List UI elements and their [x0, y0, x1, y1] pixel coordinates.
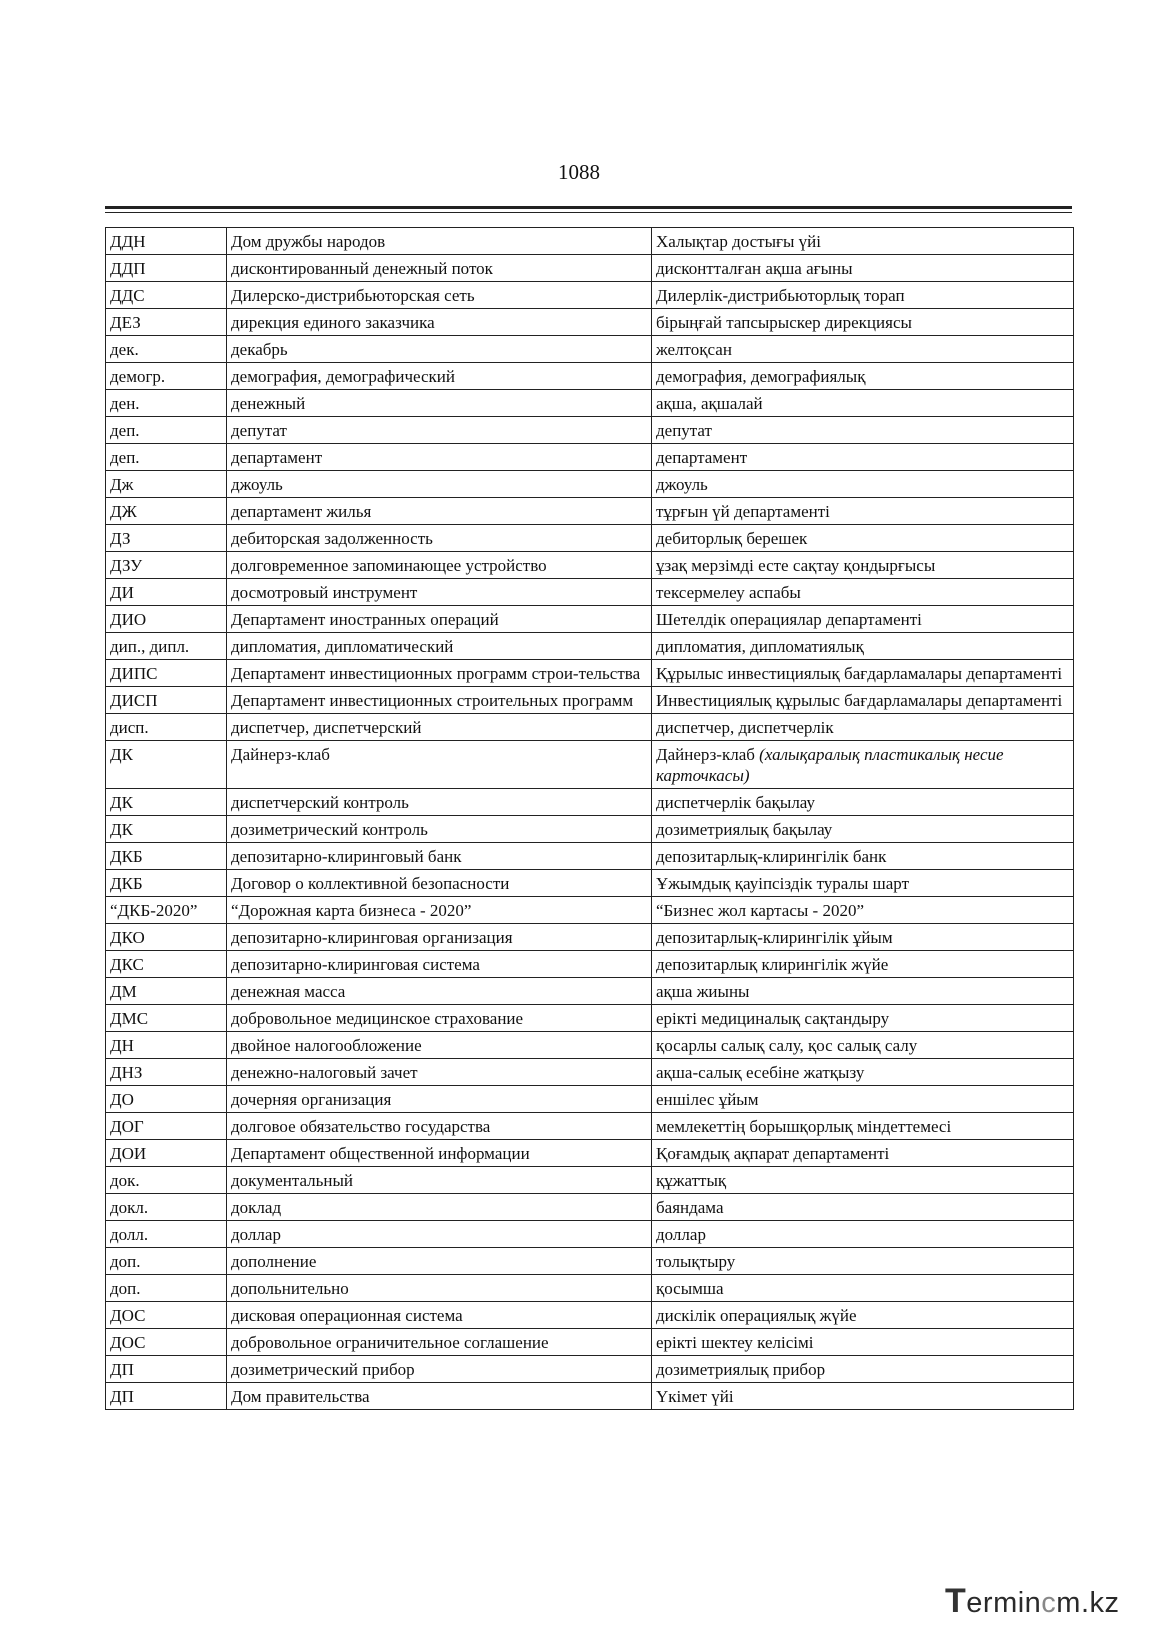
kazakh-term-cell: дисконтталған ақша ағыны — [652, 255, 1074, 282]
glossary-table — [105, 227, 1074, 1410]
abbreviation-cell: ДО — [106, 1086, 227, 1113]
kazakh-term-cell: мемлекеттің борышқорлық міндеттемесі — [652, 1113, 1074, 1140]
abbreviation-cell: ДОГ — [106, 1113, 227, 1140]
russian-term-cell: добровольное медицинское страхование — [227, 1005, 652, 1032]
abbreviation-cell: ДОС — [106, 1329, 227, 1356]
russian-term-cell: дозиметрический контроль — [227, 816, 652, 843]
kazakh-term-cell: дебиторлық берешек — [652, 525, 1074, 552]
table-row — [106, 660, 1074, 687]
abbreviation-cell: докл. — [106, 1194, 227, 1221]
kazakh-term-cell: дипломатия, дипломатиялық — [652, 633, 1074, 660]
kazakh-term-cell: Халықтар достығы үйі — [652, 228, 1074, 255]
table-row — [106, 552, 1074, 579]
kazakh-term-cell: ақша, ақшалай — [652, 390, 1074, 417]
russian-term-cell: декабрь — [227, 336, 652, 363]
russian-term-cell: дирекция единого заказчика — [227, 309, 652, 336]
russian-term-cell: Дом дружбы народов — [227, 228, 652, 255]
table-row — [106, 1329, 1074, 1356]
kazakh-term-cell: Құрылыс инвестициялық бағдарламалары департаменті — [652, 660, 1074, 687]
russian-term-cell: диспетчерский контроль — [227, 789, 652, 816]
table-row — [106, 1005, 1074, 1032]
russian-term-cell: Департамент инвестиционных строительных программ — [227, 687, 652, 714]
russian-term-cell: Дайнерз-клаб — [227, 741, 652, 789]
kazakh-term-cell: тексермелеу аспабы — [652, 579, 1074, 606]
abbreviation-cell: ДМС — [106, 1005, 227, 1032]
abbreviation-cell: ДОС — [106, 1302, 227, 1329]
abbreviation-cell: ДП — [106, 1383, 227, 1410]
russian-term-cell: дочерняя организация — [227, 1086, 652, 1113]
kazakh-term-cell: желтоқсан — [652, 336, 1074, 363]
kazakh-term-cell: ерікті медициналық сақтандыру — [652, 1005, 1074, 1032]
abbreviation-cell: ден. — [106, 390, 227, 417]
russian-term-cell: допольнительно — [227, 1275, 652, 1302]
russian-term-cell: джоуль — [227, 471, 652, 498]
kazakh-term-cell: Дайнерз-клаб (халықаралық пластикалық несие карточкасы) — [652, 741, 1074, 789]
kazakh-term-cell: департамент — [652, 444, 1074, 471]
abbreviation-cell: деп. — [106, 444, 227, 471]
table-row — [106, 498, 1074, 525]
russian-term-cell: дипломатия, дипломатический — [227, 633, 652, 660]
russian-term-cell: доклад — [227, 1194, 652, 1221]
russian-term-cell: дополнение — [227, 1248, 652, 1275]
table-row — [106, 309, 1074, 336]
kazakh-term-cell: диспетчерлік бақылау — [652, 789, 1074, 816]
table-row — [106, 1032, 1074, 1059]
russian-term-cell: депутат — [227, 417, 652, 444]
table-row — [106, 1140, 1074, 1167]
kazakh-term-cell: Шетелдік операциялар департаменті — [652, 606, 1074, 633]
abbreviation-cell: деп. — [106, 417, 227, 444]
russian-term-cell: денежная масса — [227, 978, 652, 1005]
abbreviation-cell: “ДКБ-2020” — [106, 897, 227, 924]
russian-term-cell: дисконтированный денежный поток — [227, 255, 652, 282]
kazakh-term-cell: ақша-салық есебіне жатқызу — [652, 1059, 1074, 1086]
russian-term-cell: дебиторская задолженность — [227, 525, 652, 552]
abbreviation-cell: ДП — [106, 1356, 227, 1383]
abbreviation-cell: ДОИ — [106, 1140, 227, 1167]
glossary-body — [106, 228, 1074, 1410]
table-row — [106, 1167, 1074, 1194]
table-row — [106, 714, 1074, 741]
table-row — [106, 1059, 1074, 1086]
table-row — [106, 1383, 1074, 1410]
kazakh-term-cell: тұрғын үй департаменті — [652, 498, 1074, 525]
header-rule-thin — [105, 212, 1072, 213]
table-row — [106, 1221, 1074, 1248]
russian-term-cell: Департамент общественной информации — [227, 1140, 652, 1167]
table-row — [106, 1086, 1074, 1113]
kazakh-term-cell: джоуль — [652, 471, 1074, 498]
abbreviation-cell: доп. — [106, 1275, 227, 1302]
table-row — [106, 525, 1074, 552]
kazakh-term-cell: ұзақ мерзімді есте сақтау қондырғысы — [652, 552, 1074, 579]
table-row — [106, 363, 1074, 390]
table-row — [106, 1113, 1074, 1140]
abbreviation-cell: ДЗ — [106, 525, 227, 552]
abbreviation-cell: ДНЗ — [106, 1059, 227, 1086]
russian-term-cell: досмотровый инструмент — [227, 579, 652, 606]
russian-term-cell: дисковая операционная система — [227, 1302, 652, 1329]
russian-term-cell: Договор о коллективной безопасности — [227, 870, 652, 897]
table-row — [106, 816, 1074, 843]
table-row — [106, 336, 1074, 363]
table-row — [106, 870, 1074, 897]
kazakh-term-cell: бірыңғай тапсырыскер дирекциясы — [652, 309, 1074, 336]
table-row — [106, 579, 1074, 606]
russian-term-cell: диспетчер, диспетчерский — [227, 714, 652, 741]
table-row — [106, 471, 1074, 498]
russian-term-cell: долговременное запоминающее устройство — [227, 552, 652, 579]
russian-term-cell: депозитарно-клиринговый банк — [227, 843, 652, 870]
abbreviation-cell: ДДП — [106, 255, 227, 282]
table-row — [106, 1275, 1074, 1302]
table-row — [106, 951, 1074, 978]
kazakh-term-cell: қосарлы салық салу, қос салық салу — [652, 1032, 1074, 1059]
russian-term-cell: доллар — [227, 1221, 652, 1248]
kazakh-term-cell: дозиметриялық бақылау — [652, 816, 1074, 843]
kazakh-term-cell: депозитарлық-клирингілік банк — [652, 843, 1074, 870]
term-note: (халықаралық пластикалық несие карточкасы) — [656, 745, 1004, 785]
russian-term-cell: департамент — [227, 444, 652, 471]
kazakh-term-cell: еншілес ұйым — [652, 1086, 1074, 1113]
kazakh-term-cell: демография, демографиялық — [652, 363, 1074, 390]
russian-term-cell: Дом правительства — [227, 1383, 652, 1410]
table-row — [106, 255, 1074, 282]
abbreviation-cell: ДДС — [106, 282, 227, 309]
abbreviation-cell: Дж — [106, 471, 227, 498]
russian-term-cell: депозитарно-клиринговая система — [227, 951, 652, 978]
russian-term-cell: Департамент инвестиционных программ строи-тельства — [227, 660, 652, 687]
abbreviation-cell: ДН — [106, 1032, 227, 1059]
kazakh-term-cell: құжаттық — [652, 1167, 1074, 1194]
russian-term-cell: Департамент иностранных операций — [227, 606, 652, 633]
kazakh-term-cell: Үкімет үйі — [652, 1383, 1074, 1410]
russian-term-cell: денежный — [227, 390, 652, 417]
table-row — [106, 843, 1074, 870]
russian-term-cell: “Дорожная карта бизнеса - 2020” — [227, 897, 652, 924]
abbreviation-cell: дек. — [106, 336, 227, 363]
abbreviation-cell: док. — [106, 1167, 227, 1194]
abbreviation-cell: дисп. — [106, 714, 227, 741]
abbreviation-cell: ДИПС — [106, 660, 227, 687]
kazakh-term-cell: толықтыру — [652, 1248, 1074, 1275]
russian-term-cell: депозитарно-клиринговая организация — [227, 924, 652, 951]
table-row — [106, 444, 1074, 471]
russian-term-cell: долговое обязательство государства — [227, 1113, 652, 1140]
table-row — [106, 1248, 1074, 1275]
abbreviation-cell: ДКБ — [106, 843, 227, 870]
abbreviation-cell: демогр. — [106, 363, 227, 390]
header-rule — [105, 206, 1072, 209]
abbreviation-cell: ДМ — [106, 978, 227, 1005]
russian-term-cell: денежно-налоговый зачет — [227, 1059, 652, 1086]
abbreviation-cell: ДКС — [106, 951, 227, 978]
kazakh-term-cell: Ұжымдық қауіпсіздік туралы шарт — [652, 870, 1074, 897]
kazakh-term-cell: Инвестициялық құрылыс бағдарламалары департаменті — [652, 687, 1074, 714]
abbreviation-cell: ДИСП — [106, 687, 227, 714]
table-row — [106, 687, 1074, 714]
russian-term-cell: дозиметрический прибор — [227, 1356, 652, 1383]
kazakh-term-cell: Қоғамдық ақпарат департаменті — [652, 1140, 1074, 1167]
table-row — [106, 1302, 1074, 1329]
abbreviation-cell: ДКБ — [106, 870, 227, 897]
abbreviation-cell: ДИО — [106, 606, 227, 633]
magnifier-icon: c — [1041, 1587, 1057, 1619]
abbreviation-cell: ДДН — [106, 228, 227, 255]
terminkom-logo: Termincm.kz — [945, 1582, 1120, 1620]
abbreviation-cell: долл. — [106, 1221, 227, 1248]
abbreviation-cell: ДЗУ — [106, 552, 227, 579]
kazakh-term-cell: Дилерлік-дистрибьюторлық торап — [652, 282, 1074, 309]
russian-term-cell: двойное налогообложение — [227, 1032, 652, 1059]
abbreviation-cell: ДК — [106, 816, 227, 843]
russian-term-cell: добровольное ограничительное соглашение — [227, 1329, 652, 1356]
kazakh-term-cell: депутат — [652, 417, 1074, 444]
kazakh-term-cell: доллар — [652, 1221, 1074, 1248]
table-row — [106, 741, 1074, 789]
table-row — [106, 417, 1074, 444]
table-row — [106, 282, 1074, 309]
abbreviation-cell: ДК — [106, 789, 227, 816]
kazakh-term-cell: ақша жиыны — [652, 978, 1074, 1005]
kazakh-term-cell: дискілік операциялық жүйе — [652, 1302, 1074, 1329]
kazakh-term-cell: депозитарлық-клирингілік ұйым — [652, 924, 1074, 951]
russian-term-cell: документальный — [227, 1167, 652, 1194]
kazakh-term-cell: дозиметриялық прибор — [652, 1356, 1074, 1383]
abbreviation-cell: ДЖ — [106, 498, 227, 525]
kazakh-term-cell: қосымша — [652, 1275, 1074, 1302]
page-number: 1088 — [558, 160, 600, 184]
kazakh-term-cell: ерікті шектеу келісімі — [652, 1329, 1074, 1356]
abbreviation-cell: ДЕЗ — [106, 309, 227, 336]
table-row — [106, 978, 1074, 1005]
russian-term-cell: демография, демографический — [227, 363, 652, 390]
table-row — [106, 390, 1074, 417]
table-row — [106, 633, 1074, 660]
table-row — [106, 789, 1074, 816]
table-row — [106, 1194, 1074, 1221]
abbreviation-cell: ДИ — [106, 579, 227, 606]
kazakh-term-cell: “Бизнес жол картасы - 2020” — [652, 897, 1074, 924]
table-row — [106, 1356, 1074, 1383]
abbreviation-cell: доп. — [106, 1248, 227, 1275]
kazakh-term-cell: диспетчер, диспетчерлік — [652, 714, 1074, 741]
table-row — [106, 924, 1074, 951]
abbreviation-cell: ДК — [106, 741, 227, 789]
russian-term-cell: департамент жилья — [227, 498, 652, 525]
abbreviation-cell: дип., дипл. — [106, 633, 227, 660]
abbreviation-cell: ДКО — [106, 924, 227, 951]
kazakh-term-cell: баяндама — [652, 1194, 1074, 1221]
russian-term-cell: Дилерско-дистрибьюторская сеть — [227, 282, 652, 309]
table-row — [106, 897, 1074, 924]
table-row — [106, 228, 1074, 255]
kazakh-term-cell: депозитарлық клирингілік жүйе — [652, 951, 1074, 978]
table-row — [106, 606, 1074, 633]
